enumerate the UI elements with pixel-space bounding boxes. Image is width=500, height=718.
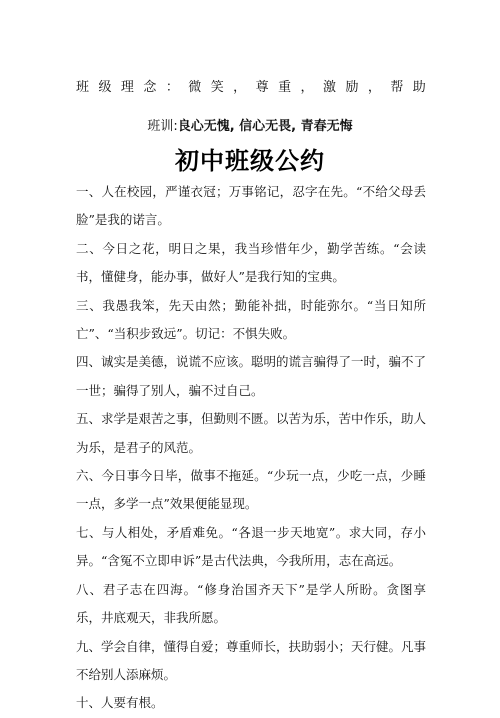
philosophy-char: ， xyxy=(367,80,381,95)
philosophy-char: ， xyxy=(233,80,247,95)
rule-item: 三、我愚我笨，先天由然；勤能补拙，时能弥尔。“当日知所亡”、“当积步致远”。切记：不惧失败。 xyxy=(76,297,426,342)
philosophy-char: 助 xyxy=(412,80,426,95)
page-title: 初中班级公约 xyxy=(175,147,325,175)
rule-item: 七、与人相处，矛盾难免。“各退一步天地宽”。求大同，存小异。“含冤不立即申诉”是古代法典，今我所用，志在高远。 xyxy=(76,524,426,569)
class-motto xyxy=(0,115,500,134)
rules-list xyxy=(76,178,426,718)
rule-item: 五、求学是艰苦之事，但勤则不匮。以苦为乐，苦中作乐，助人为乐，是君子的风范。 xyxy=(76,411,427,455)
rule-item: 二、今日之花，明日之果，我当珍惜年少，勤学苦练。“会读书，懂健身，能办事，做好人”是我行知的宝典。 xyxy=(76,240,426,285)
philosophy-char: 级 xyxy=(98,80,112,95)
philosophy-char: 尊 xyxy=(255,80,269,95)
philosophy-char: ： xyxy=(165,80,179,95)
class-philosophy-line xyxy=(76,76,426,95)
rule-item: 十、人要有根。 xyxy=(76,695,164,711)
philosophy-char: 重 xyxy=(278,80,292,95)
philosophy-char: 理 xyxy=(120,80,134,95)
rule-item: 一、人在校园，严谨衣冠；万事铭记，忍字在先。“不给父母丢脸”是我的诺言。 xyxy=(76,184,426,228)
philosophy-char: 微 xyxy=(188,80,202,95)
rule-item: 六、今日事今日毕，做事不拖延。“少玩一点，少吃一点，少睡一点，多学一点”效果便能显现。 xyxy=(76,468,426,512)
philosophy-char: 帮 xyxy=(390,80,404,95)
rule-item: 四、诚实是美德，说谎不应该。聪明的谎言骗得了一时，骗不了一世；骗得了别人，骗不过自己。 xyxy=(76,354,427,398)
rule-item: 八、君子志在四海。“修身治国齐天下”是学人所盼。贪图享乐，井底观天，非我所愿。 xyxy=(76,581,426,626)
rule-item: 九、学会自律，懂得自爱；尊重师长，扶助弱小；天行健。凡事不给别人添麻烦。 xyxy=(76,638,427,682)
philosophy-char: 班 xyxy=(76,80,90,95)
philosophy-char: ， xyxy=(300,80,314,95)
philosophy-char: 激 xyxy=(322,80,336,95)
motto-text: 良心无愧, 信心无畏, 青春无悔 xyxy=(177,119,353,134)
philosophy-char: 笑 xyxy=(210,80,224,95)
philosophy-char: 念 xyxy=(143,80,157,95)
motto-label: 班训: xyxy=(147,119,178,134)
philosophy-char: 励 xyxy=(345,80,359,95)
